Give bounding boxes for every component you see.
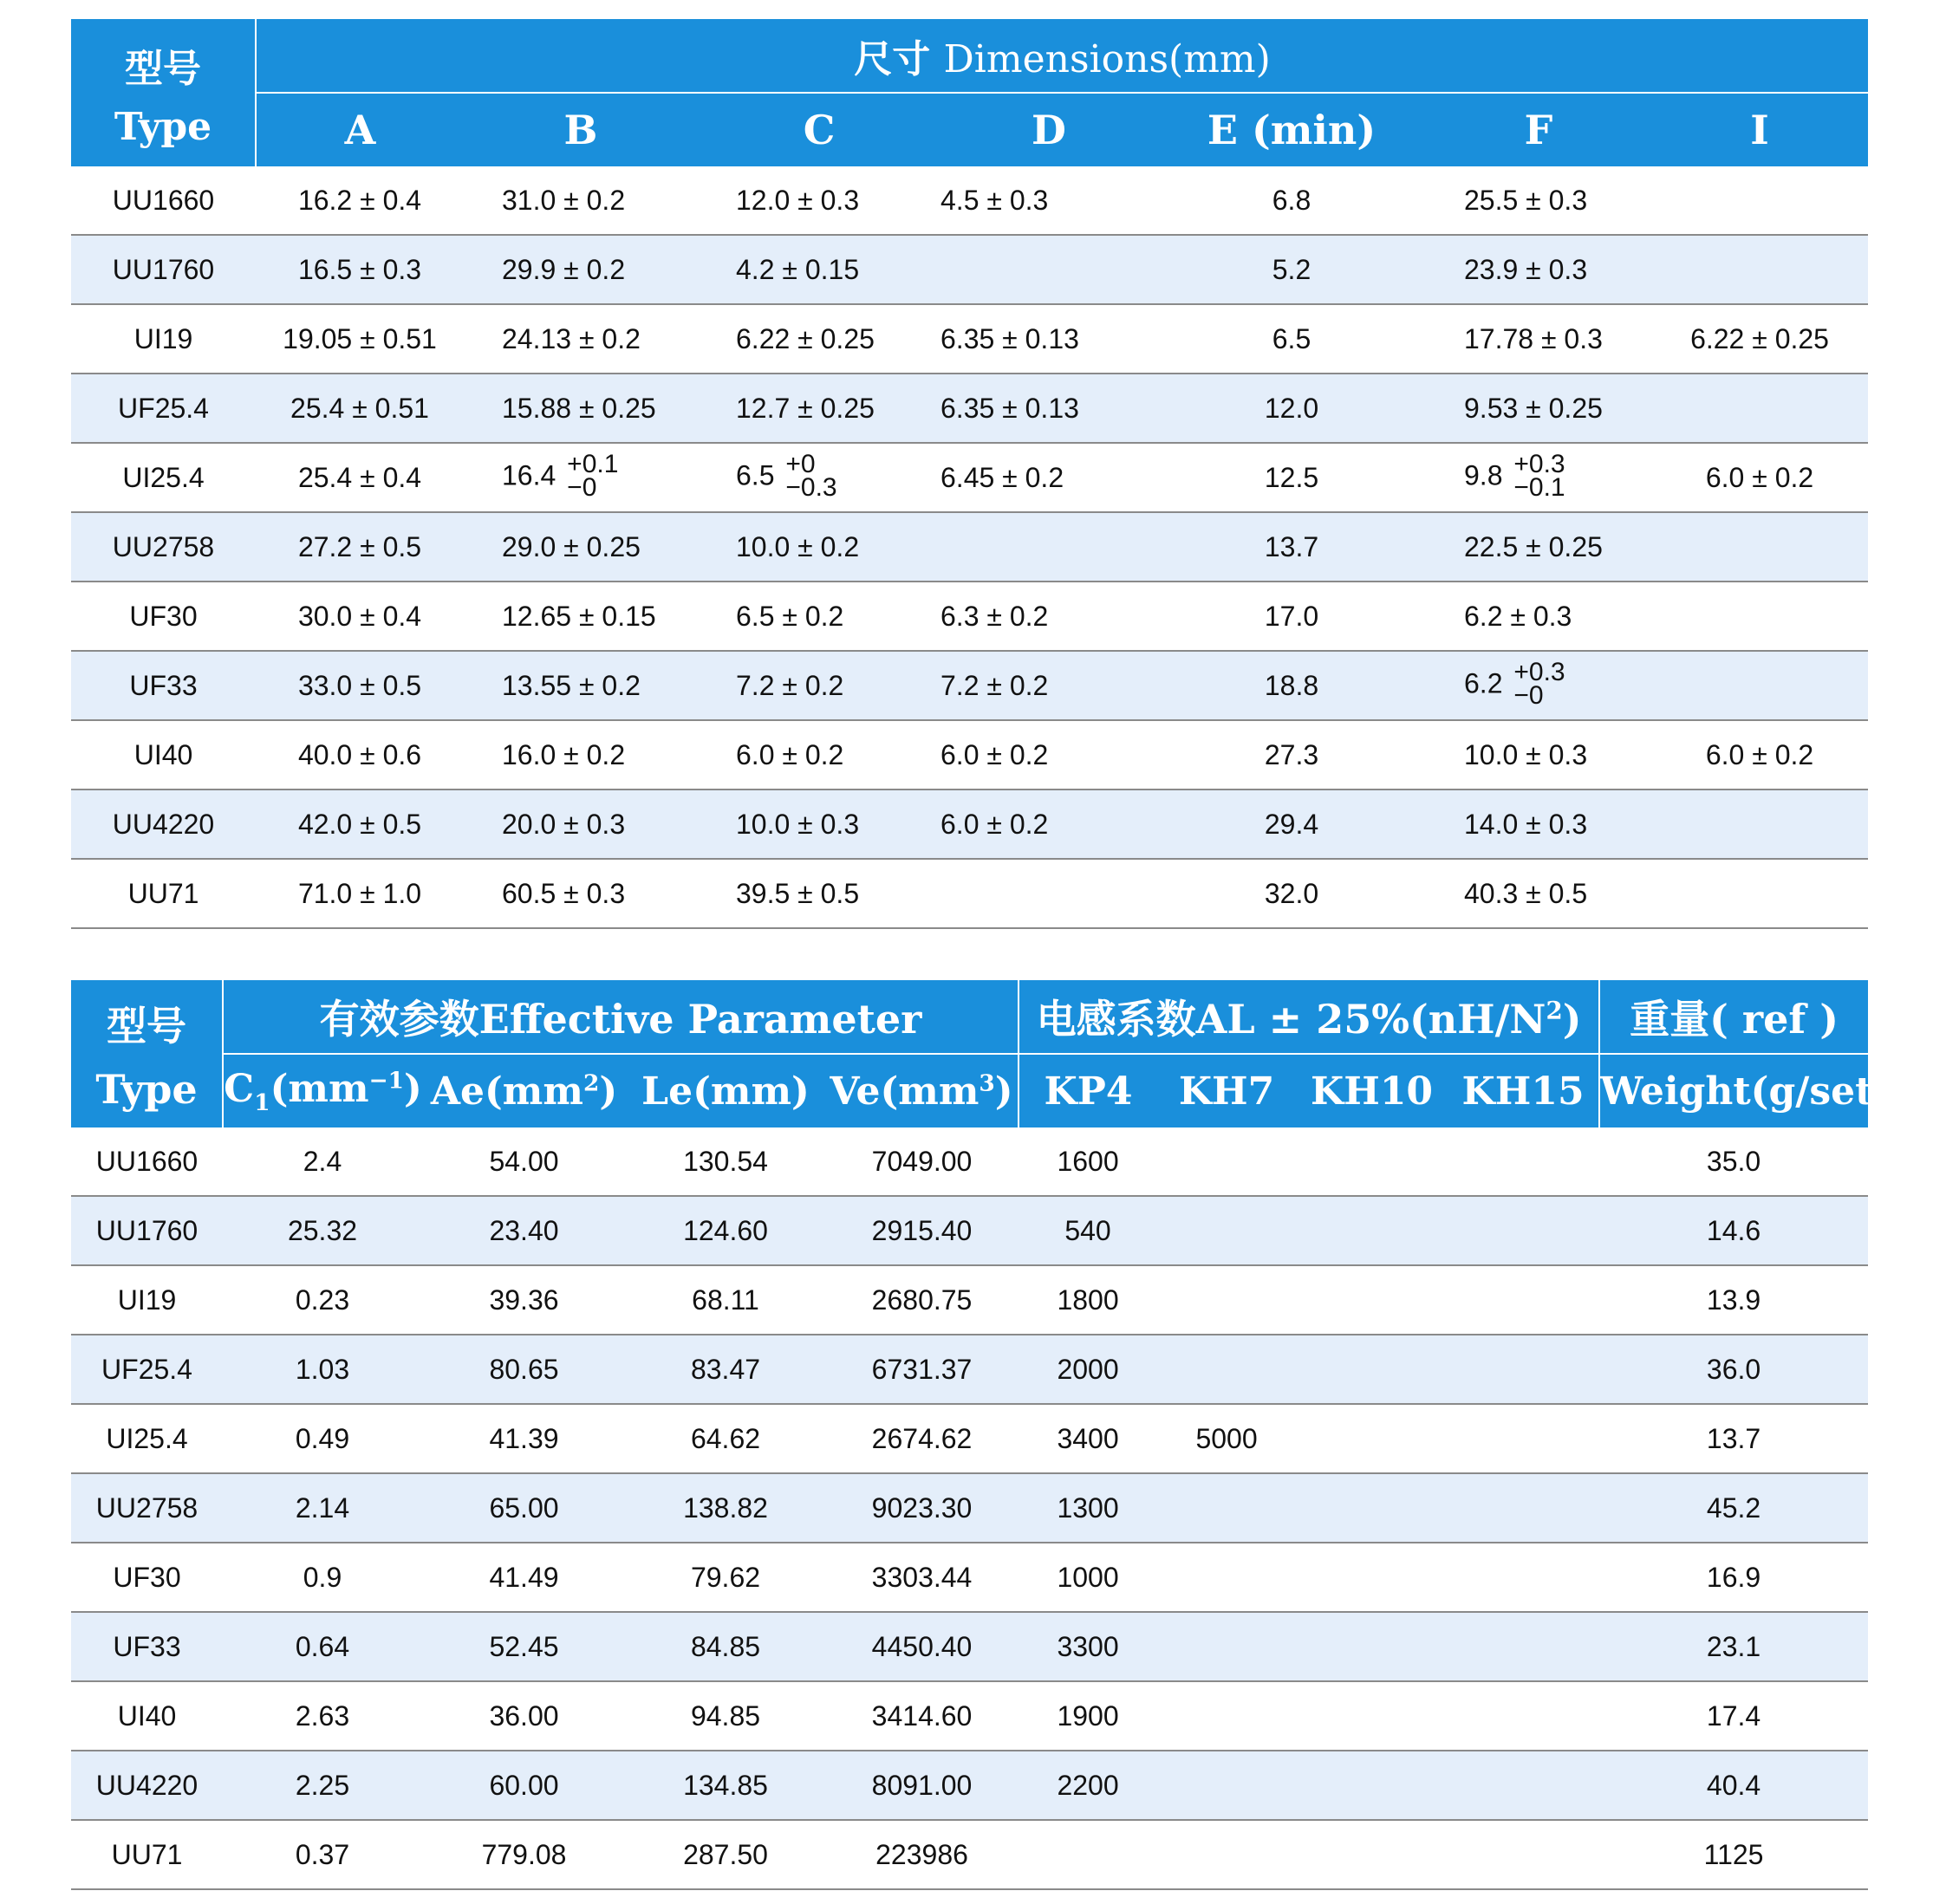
dim-b-base: 16.4 <box>502 459 556 491</box>
le-value: 79.62 <box>626 1543 825 1612</box>
wt-cn: 重量 <box>1630 996 1710 1043</box>
ve-value: 3303.44 <box>825 1543 1019 1612</box>
type-cell: UU1660 <box>71 166 256 235</box>
weight-value: 13.7 <box>1599 1404 1868 1473</box>
le-value: 83.47 <box>626 1335 825 1404</box>
kp4-value <box>1019 1820 1157 1889</box>
dims-col-f: F <box>1426 93 1651 166</box>
dim-b: 12.65 ± 0.15 <box>464 582 698 651</box>
ve-value: 2680.75 <box>825 1265 1019 1335</box>
kh15-value <box>1448 1681 1599 1751</box>
dim-c: 12.0 ± 0.3 <box>698 166 940 235</box>
kp4-value: 540 <box>1019 1196 1157 1265</box>
dim-a: 40.0 ± 0.6 <box>256 720 464 790</box>
ae-value: 36.00 <box>422 1681 626 1751</box>
dim-c: 6.5 ± 0.2 <box>698 582 940 651</box>
le-value: 130.54 <box>626 1127 825 1196</box>
ve-value: 6731.37 <box>825 1335 1019 1404</box>
dim-f: 9.53 ± 0.25 <box>1426 374 1651 443</box>
dims-title-cn: 尺寸 <box>854 37 931 81</box>
weight-value: 13.9 <box>1599 1265 1868 1335</box>
kp4-value: 1000 <box>1019 1543 1157 1612</box>
le-value: 84.85 <box>626 1612 825 1681</box>
tol-minus: −0 <box>1513 681 1544 710</box>
effective-parameter-header <box>223 980 1019 1054</box>
le-value: 138.82 <box>626 1473 825 1543</box>
dim-c: 6.22 ± 0.25 <box>698 304 940 374</box>
kp4-value: 2200 <box>1019 1751 1157 1820</box>
ae-post: ) <box>599 1069 618 1114</box>
dim-c: 12.7 ± 0.25 <box>698 374 940 443</box>
dims-col-d: D <box>940 93 1157 166</box>
type-cell: UU1760 <box>71 235 256 304</box>
dim-f: 6.2 ± 0.3 <box>1426 582 1651 651</box>
dim-b-tolerance <box>567 450 619 502</box>
dim-b: 20.0 ± 0.3 <box>464 790 698 859</box>
kh10-value <box>1296 1196 1448 1265</box>
al-sup: 2 <box>1546 996 1563 1025</box>
tol-plus: +0.1 <box>567 450 619 478</box>
tol-minus: −0.1 <box>1513 473 1565 502</box>
dim-e: 5.2 <box>1157 235 1426 304</box>
kh15-value <box>1448 1473 1599 1543</box>
ae-value: 41.39 <box>422 1404 626 1473</box>
eff-cn: 有效参数 <box>319 996 479 1043</box>
type-cell: UI40 <box>71 720 256 790</box>
kh15-value <box>1448 1404 1599 1473</box>
table-row <box>71 1543 1868 1612</box>
type-cell: UI19 <box>71 304 256 374</box>
weight-value: 17.4 <box>1599 1681 1868 1751</box>
table-row <box>71 1612 1868 1681</box>
c1-value: 0.37 <box>223 1820 422 1889</box>
al-post: ) <box>1562 996 1582 1043</box>
dim-a: 27.2 ± 0.5 <box>256 512 464 582</box>
col-c1 <box>223 1054 422 1127</box>
params-type-cn: 型号 <box>107 1003 186 1049</box>
ve-sup: 3 <box>979 1069 995 1096</box>
ae-sup: 2 <box>583 1069 600 1096</box>
table-row <box>71 790 1868 859</box>
col-weight: Weight(g/set) <box>1599 1054 1868 1127</box>
dim-i <box>1651 651 1868 720</box>
params-type-header <box>71 980 223 1127</box>
type-cell: UU1760 <box>71 1196 223 1265</box>
kh7-value <box>1157 1473 1296 1543</box>
dims-col-i: I <box>1651 93 1868 166</box>
le-value: 64.62 <box>626 1404 825 1473</box>
dim-c: 39.5 ± 0.5 <box>698 859 940 928</box>
dim-i <box>1651 374 1868 443</box>
kh7-value <box>1157 1543 1296 1612</box>
col-kh15: KH15 <box>1448 1054 1599 1127</box>
ae-value: 52.45 <box>422 1612 626 1681</box>
dim-c: 10.0 ± 0.2 <box>698 512 940 582</box>
type-cell: UF33 <box>71 1612 223 1681</box>
table-row <box>71 1335 1868 1404</box>
tol-plus: +0 <box>785 450 816 478</box>
dim-a: 16.5 ± 0.3 <box>256 235 464 304</box>
type-cell: UF30 <box>71 582 256 651</box>
weight-value: 40.4 <box>1599 1751 1868 1820</box>
type-cell: UI19 <box>71 1265 223 1335</box>
table-row <box>71 166 1868 235</box>
kp4-value: 1900 <box>1019 1681 1157 1751</box>
kh7-value <box>1157 1612 1296 1681</box>
kh15-value <box>1448 1127 1599 1196</box>
dim-e: 6.5 <box>1157 304 1426 374</box>
dims-col-c: C <box>698 93 940 166</box>
dim-d <box>940 235 1157 304</box>
dim-a: 19.05 ± 0.51 <box>256 304 464 374</box>
type-cell: UI25.4 <box>71 443 256 512</box>
c1-value: 0.9 <box>223 1543 422 1612</box>
ae-value: 779.08 <box>422 1820 626 1889</box>
table-row <box>71 1751 1868 1820</box>
dim-d: 6.35 ± 0.13 <box>940 374 1157 443</box>
type-cell: UU2758 <box>71 1473 223 1543</box>
al-pre: AL ± 25%(nH/N <box>1195 996 1546 1043</box>
table-row <box>71 720 1868 790</box>
table-row <box>71 1404 1868 1473</box>
weight-value: 1125 <box>1599 1820 1868 1889</box>
ve-value: 8091.00 <box>825 1751 1019 1820</box>
dim-i <box>1651 166 1868 235</box>
ve-post: ) <box>994 1069 1013 1114</box>
dims-title-en: Dimensions(mm) <box>943 37 1271 81</box>
ae-value: 54.00 <box>422 1127 626 1196</box>
c1-value: 2.4 <box>223 1127 422 1196</box>
kh10-value <box>1296 1473 1448 1543</box>
weight-value: 23.1 <box>1599 1612 1868 1681</box>
dim-d: 4.5 ± 0.3 <box>940 166 1157 235</box>
kh15-value <box>1448 1265 1599 1335</box>
dim-c: 10.0 ± 0.3 <box>698 790 940 859</box>
dim-f <box>1426 651 1651 720</box>
kh10-value <box>1296 1335 1448 1404</box>
ae-value: 80.65 <box>422 1335 626 1404</box>
le-value: 68.11 <box>626 1265 825 1335</box>
kh15-value <box>1448 1612 1599 1681</box>
dims-title-header <box>256 19 1868 93</box>
dim-a: 42.0 ± 0.5 <box>256 790 464 859</box>
c1-pre: C <box>224 1066 255 1111</box>
al-cn: 电感系数 <box>1036 996 1196 1043</box>
ve-value: 2915.40 <box>825 1196 1019 1265</box>
dim-i <box>1651 859 1868 928</box>
type-cell: UU2758 <box>71 512 256 582</box>
dims-type-header <box>71 19 256 166</box>
kh10-value <box>1296 1265 1448 1335</box>
kp4-value: 3300 <box>1019 1612 1157 1681</box>
dim-f: 10.0 ± 0.3 <box>1426 720 1651 790</box>
dim-c-tolerance <box>785 450 837 502</box>
dim-e: 13.7 <box>1157 512 1426 582</box>
dim-b <box>464 443 698 512</box>
dim-d: 6.35 ± 0.13 <box>940 304 1157 374</box>
dim-c: 4.2 ± 0.15 <box>698 235 940 304</box>
c1-sup: −1 <box>368 1066 404 1094</box>
c1-sub: 1 <box>254 1088 270 1116</box>
dim-f <box>1426 443 1651 512</box>
table-row <box>71 859 1868 928</box>
le-value: 134.85 <box>626 1751 825 1820</box>
ve-value: 4450.40 <box>825 1612 1019 1681</box>
table-row <box>71 1820 1868 1889</box>
dim-e: 18.8 <box>1157 651 1426 720</box>
dim-d: 6.3 ± 0.2 <box>940 582 1157 651</box>
dim-i: 6.22 ± 0.25 <box>1651 304 1868 374</box>
dim-e: 27.3 <box>1157 720 1426 790</box>
dim-c <box>698 443 940 512</box>
ve-value: 223986 <box>825 1820 1019 1889</box>
dim-a: 25.4 ± 0.4 <box>256 443 464 512</box>
dim-b: 31.0 ± 0.2 <box>464 166 698 235</box>
c1-post: ) <box>404 1066 422 1111</box>
c1-value: 2.14 <box>223 1473 422 1543</box>
ae-pre: Ae(mm <box>430 1069 583 1114</box>
dims-type-en: Type <box>114 104 212 149</box>
kh10-value <box>1296 1681 1448 1751</box>
table-row <box>71 651 1868 720</box>
dim-e: 12.5 <box>1157 443 1426 512</box>
kp4-value: 3400 <box>1019 1404 1157 1473</box>
table-row <box>71 1473 1868 1543</box>
tol-minus: −0.3 <box>785 473 837 502</box>
kh10-value <box>1296 1820 1448 1889</box>
ve-value: 2674.62 <box>825 1404 1019 1473</box>
kp4-value: 1800 <box>1019 1265 1157 1335</box>
table-row <box>71 1127 1868 1196</box>
weight-value: 36.0 <box>1599 1335 1868 1404</box>
ve-pre: Ve(mm <box>830 1069 980 1114</box>
tol-plus: +0.3 <box>1513 450 1565 478</box>
dim-f: 14.0 ± 0.3 <box>1426 790 1651 859</box>
kh7-value <box>1157 1681 1296 1751</box>
kh7-value <box>1157 1820 1296 1889</box>
kp4-value: 1600 <box>1019 1127 1157 1196</box>
weight-value: 35.0 <box>1599 1127 1868 1196</box>
dim-d: 7.2 ± 0.2 <box>940 651 1157 720</box>
table-row <box>71 1265 1868 1335</box>
inductance-header <box>1019 980 1599 1054</box>
le-value: 94.85 <box>626 1681 825 1751</box>
c1-mid: (mm <box>270 1066 369 1111</box>
wt-en: ( ref ) <box>1709 996 1839 1043</box>
dim-i <box>1651 235 1868 304</box>
ae-value: 60.00 <box>422 1751 626 1820</box>
weight-value: 14.6 <box>1599 1196 1868 1265</box>
dim-d: 6.0 ± 0.2 <box>940 790 1157 859</box>
dim-f: 40.3 ± 0.5 <box>1426 859 1651 928</box>
col-kp4: KP4 <box>1019 1054 1157 1127</box>
c1-value: 1.03 <box>223 1335 422 1404</box>
dim-i <box>1651 582 1868 651</box>
table-row <box>71 1681 1868 1751</box>
type-cell: UU71 <box>71 1820 223 1889</box>
dim-f: 22.5 ± 0.25 <box>1426 512 1651 582</box>
dim-d: 6.45 ± 0.2 <box>940 443 1157 512</box>
dim-b: 60.5 ± 0.3 <box>464 859 698 928</box>
dim-f: 23.9 ± 0.3 <box>1426 235 1651 304</box>
dim-b: 29.9 ± 0.2 <box>464 235 698 304</box>
dim-a: 30.0 ± 0.4 <box>256 582 464 651</box>
kh7-value: 5000 <box>1157 1404 1296 1473</box>
ae-value: 23.40 <box>422 1196 626 1265</box>
dim-f: 17.78 ± 0.3 <box>1426 304 1651 374</box>
dims-col-e: E (min) <box>1157 93 1426 166</box>
dim-b: 13.55 ± 0.2 <box>464 651 698 720</box>
dims-col-a: A <box>256 93 464 166</box>
kh10-value <box>1296 1127 1448 1196</box>
kh7-value <box>1157 1127 1296 1196</box>
dim-c: 7.2 ± 0.2 <box>698 651 940 720</box>
dim-i <box>1651 790 1868 859</box>
ae-value: 39.36 <box>422 1265 626 1335</box>
tol-minus: −0 <box>567 473 597 502</box>
dim-e: 17.0 <box>1157 582 1426 651</box>
table-row <box>71 443 1868 512</box>
dim-a: 71.0 ± 1.0 <box>256 859 464 928</box>
dim-e: 12.0 <box>1157 374 1426 443</box>
table-row <box>71 582 1868 651</box>
dim-d <box>940 512 1157 582</box>
kh10-value <box>1296 1751 1448 1820</box>
dim-b: 24.13 ± 0.2 <box>464 304 698 374</box>
type-cell: UU4220 <box>71 790 256 859</box>
kh15-value <box>1448 1543 1599 1612</box>
dim-f-base: 9.8 <box>1464 459 1503 491</box>
dim-b: 16.0 ± 0.2 <box>464 720 698 790</box>
dim-e: 6.8 <box>1157 166 1426 235</box>
table-row <box>71 1196 1868 1265</box>
type-cell: UI25.4 <box>71 1404 223 1473</box>
le-value: 287.50 <box>626 1820 825 1889</box>
col-ae <box>422 1054 626 1127</box>
dim-e: 29.4 <box>1157 790 1426 859</box>
kp4-value: 2000 <box>1019 1335 1157 1404</box>
effective-parameter-table <box>71 980 1891 1890</box>
col-kh7: KH7 <box>1157 1054 1296 1127</box>
dim-i: 6.0 ± 0.2 <box>1651 443 1868 512</box>
dimensions-table <box>71 19 1868 929</box>
kh10-value <box>1296 1612 1448 1681</box>
ve-value: 9023.30 <box>825 1473 1019 1543</box>
col-ve <box>825 1054 1019 1127</box>
dim-f-base: 6.2 <box>1464 667 1503 699</box>
dim-f-tolerance <box>1513 658 1565 710</box>
dims-col-b: B <box>464 93 698 166</box>
type-cell: UF30 <box>71 1543 223 1612</box>
weight-value: 45.2 <box>1599 1473 1868 1543</box>
dim-d: 6.0 ± 0.2 <box>940 720 1157 790</box>
dim-i <box>1651 512 1868 582</box>
type-cell: UU71 <box>71 859 256 928</box>
weight-header <box>1599 980 1868 1054</box>
table-row <box>71 235 1868 304</box>
col-kh10: KH10 <box>1296 1054 1448 1127</box>
le-value: 124.60 <box>626 1196 825 1265</box>
type-cell: UU1660 <box>71 1127 223 1196</box>
col-le: Le(mm) <box>626 1054 825 1127</box>
ae-value: 41.49 <box>422 1543 626 1612</box>
weight-value: 16.9 <box>1599 1543 1868 1612</box>
type-cell: UF33 <box>71 651 256 720</box>
dim-b: 15.88 ± 0.25 <box>464 374 698 443</box>
c1-value: 0.23 <box>223 1265 422 1335</box>
dim-f-tolerance <box>1513 450 1565 502</box>
dims-type-cn: 型号 <box>125 46 201 91</box>
dim-f: 25.5 ± 0.3 <box>1426 166 1651 235</box>
kh7-value <box>1157 1265 1296 1335</box>
dim-c: 6.0 ± 0.2 <box>698 720 940 790</box>
c1-value: 2.63 <box>223 1681 422 1751</box>
ve-value: 3414.60 <box>825 1681 1019 1751</box>
type-cell: UU4220 <box>71 1751 223 1820</box>
kh7-value <box>1157 1196 1296 1265</box>
type-cell: UF25.4 <box>71 374 256 443</box>
table-row <box>71 304 1868 374</box>
dim-a: 33.0 ± 0.5 <box>256 651 464 720</box>
kh15-value <box>1448 1820 1599 1889</box>
dim-d <box>940 859 1157 928</box>
kh7-value <box>1157 1335 1296 1404</box>
c1-value: 25.32 <box>223 1196 422 1265</box>
eff-en: Effective Parameter <box>478 996 922 1043</box>
params-type-en: Type <box>95 1066 198 1113</box>
kp4-value: 1300 <box>1019 1473 1157 1543</box>
c1-value: 0.64 <box>223 1612 422 1681</box>
dim-a: 16.2 ± 0.4 <box>256 166 464 235</box>
kh10-value <box>1296 1543 1448 1612</box>
dim-c-base: 6.5 <box>736 459 775 491</box>
c1-value: 2.25 <box>223 1751 422 1820</box>
ve-value: 7049.00 <box>825 1127 1019 1196</box>
table-row <box>71 374 1868 443</box>
c1-value: 0.49 <box>223 1404 422 1473</box>
kh15-value <box>1448 1751 1599 1820</box>
ae-value: 65.00 <box>422 1473 626 1543</box>
dim-e: 32.0 <box>1157 859 1426 928</box>
dim-i: 6.0 ± 0.2 <box>1651 720 1868 790</box>
dim-a: 25.4 ± 0.51 <box>256 374 464 443</box>
type-cell: UF25.4 <box>71 1335 223 1404</box>
kh15-value <box>1448 1196 1599 1265</box>
tol-plus: +0.3 <box>1513 658 1565 686</box>
kh15-value <box>1448 1335 1599 1404</box>
kh10-value <box>1296 1404 1448 1473</box>
table-row <box>71 512 1868 582</box>
kh7-value <box>1157 1751 1296 1820</box>
dim-b: 29.0 ± 0.25 <box>464 512 698 582</box>
type-cell: UI40 <box>71 1681 223 1751</box>
